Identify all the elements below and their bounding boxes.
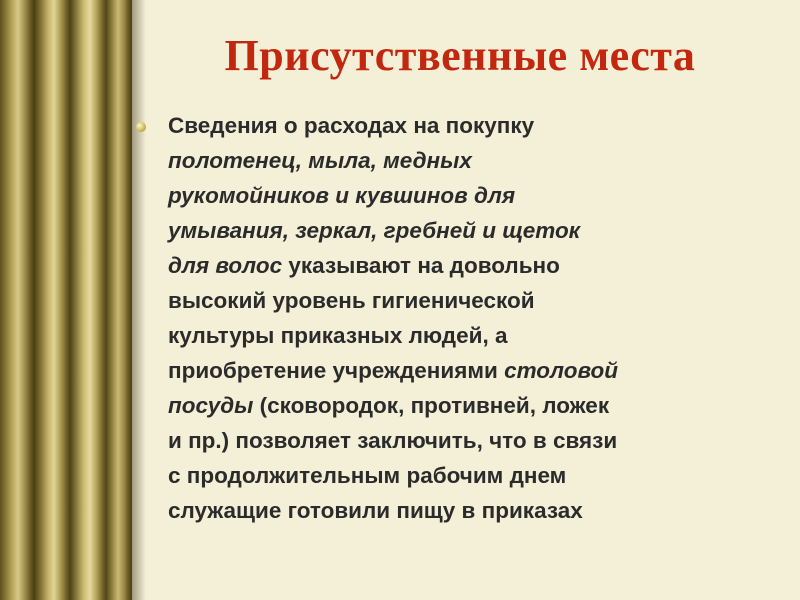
slide-title: Присутственные места [224, 31, 696, 80]
text-segment: приобретение учреждениями [168, 358, 505, 383]
italic-text-segment: умывания, зеркал, гребней и щеток [168, 218, 581, 243]
text-line [168, 353, 791, 388]
text-line [168, 248, 791, 283]
bullet-item [136, 108, 791, 528]
text-segment: (сковородок, противней, ложек [253, 393, 610, 418]
text-line [168, 493, 791, 528]
text-line [168, 283, 791, 318]
text-line [168, 388, 791, 423]
text-line [168, 108, 791, 143]
text-line [168, 178, 791, 213]
bullet-dot-icon [136, 122, 146, 132]
italic-text-segment: для волос [168, 253, 283, 278]
italic-text-segment: посуды [168, 393, 254, 418]
text-line [168, 423, 791, 458]
decorative-gold-column [0, 0, 132, 600]
text-line [168, 458, 791, 493]
text-line [168, 318, 791, 353]
text-segment: культуры приказных людей, а [168, 323, 508, 348]
italic-text-segment: полотенец, мыла, медных [168, 148, 472, 173]
text-segment: с продолжительным рабочим днем [168, 463, 567, 488]
bullet-text [168, 108, 791, 528]
text-segment: служащие готовили пищу в приказах [168, 498, 583, 523]
text-segment: Сведения о расходах на покупку [168, 113, 535, 138]
italic-text-segment: рукомойников и кувшинов для [168, 183, 516, 208]
italic-text-segment: столовой [504, 358, 618, 383]
text-line [168, 213, 791, 248]
text-segment: указывают на довольно [282, 253, 560, 278]
text-segment: высокий уровень гигиенической [168, 288, 535, 313]
text-segment: и пр.) позволяет заключить, что в связи [168, 428, 618, 453]
text-line [168, 143, 791, 178]
